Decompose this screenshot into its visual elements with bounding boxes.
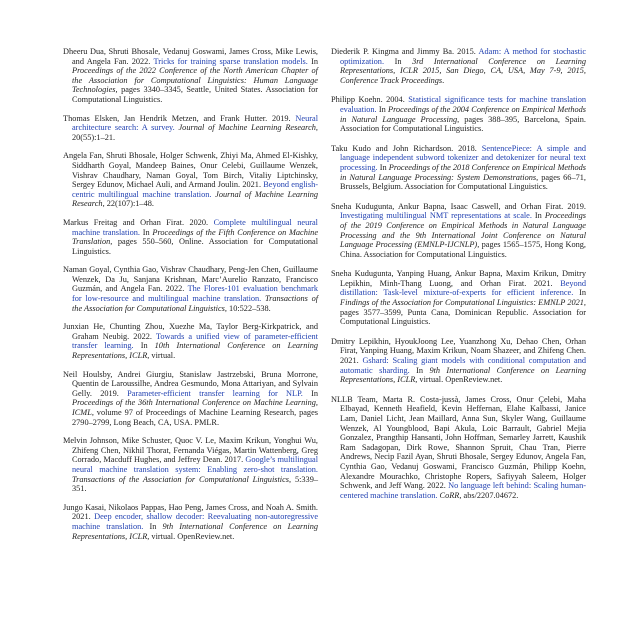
left-column xyxy=(63,47,318,541)
reference-link[interactable]: Complete multilingual neural machine translation. xyxy=(72,217,318,237)
reference-link[interactable]: Investigating multilingual NMT representations at scale. xyxy=(340,211,532,221)
reference-link[interactable]: Beyond english-centric multilingual machine translation. xyxy=(72,180,318,199)
reference-entry: Sneha Kudugunta, Yanping Huang, Ankur Bapna, Maxim Krikun, Dmitry Lepikhin, Minh-Thang Luong, and Orhan Firat. 2021. Beyond distillation: Task-level mixture-of-experts for efficient inference. In Findings of the Association for Computational Linguistics: EMNLP 2021, pages 3577–3599, Punta Cana, Dominican Republic. Association for Computational Linguistics. xyxy=(331,269,586,327)
reference-link[interactable]: Google’s multilingual neural machine translation system: Enabling zero-shot translation. xyxy=(72,455,319,474)
reference-link[interactable]: Adam: A method for stochastic optimization. xyxy=(340,47,587,66)
reference-entry: Neil Houlsby, Andrei Giurgiu, Stanislaw Jastrzebski, Bruna Morrone, Quentin de Laroussilhe, Andrea Gesmundo, Mona Attariyan, and Sylvain Gelly. 2019. Parameter-efficient transfer learning for NLP. In Proceedings of the 36th International Conference on Machine Learning, ICML, volume 97 of Proceedings of Machine Learning Research, pages 2790–2799, Long Beach, CA, USA. PMLR. xyxy=(63,369,319,427)
reference-link[interactable]: Tricks for training sparse translation models. xyxy=(153,56,308,66)
reference-entry: Sneha Kudugunta, Ankur Bapna, Isaac Caswell, and Orhan Firat. 2019. Investigating multilingual NMT representations at scale. In Proceedings of the 2019 Conference on Empirical Methods in Natural Language Processing and the 9th International Joint Conference on Natural Language Processing (EMNLP-IJCNLP), pages 1565–1575, Hong Kong, China. Association for Computational Linguistics. xyxy=(331,201,586,259)
reference-entry: Thomas Elsken, Jan Hendrik Metzen, and Frank Hutter. 2019. Neural architecture search: A survey. Journal of Machine Learning Research, 20(55):1–21. xyxy=(63,113,318,142)
reference-entry: Taku Kudo and John Richardson. 2018. SentencePiece: A simple and language independent subword tokenizer and detokenizer for neural text processing. In Proceedings of the 2018 Conference on Empirical Methods in Natural Language Processing: System Demonstrations, pages 66–71, Brussels, Belgium. Association for Computational Linguistics. xyxy=(331,143,587,192)
reference-link[interactable]: The Flores-101 evaluation benchmark for low-resource and multilingual machine translation. xyxy=(72,284,318,304)
reference-link[interactable]: Neural architecture search: A survey. xyxy=(72,113,318,133)
reference-link[interactable]: Gshard: Scaling giant models with conditional computation and automatic sharding. xyxy=(340,356,587,375)
reference-entry: Angela Fan, Shruti Bhosale, Holger Schwenk, Zhiyi Ma, Ahmed El-Kishky, Siddharth Goyal, Mandeep Baines, Onur Celebi, Guillaume Wenzek, Vishrav Chaudhary, Naman Goyal, Tom Birch, Vitaliy Liptchinsky, Sergey Edunov, Michael Auli, and Armand Joulin. 2021. Beyond english-centric multilingual machine translation. Journal of Machine Learning Research, 22(107):1–48. xyxy=(63,151,318,209)
reference-entry: Diederik P. Kingma and Jimmy Ba. 2015. Adam: A method for stochastic optimization. In 3rd International Conference on Learning Representations, ICLR 2015, San Diego, CA, USA, May 7-9, 2015, Conference Track Proceedings. xyxy=(331,47,587,85)
reference-entry: Markus Freitag and Orhan Firat. 2020. Complete multilingual neural machine translation. In Proceedings of the Fifth Conference on Machine Translation, pages 550–560, Online. Association for Computational Linguistics. xyxy=(63,217,318,256)
reference-entry: NLLB Team, Marta R. Costa-jussà, James Cross, Onur Çelebi, Maha Elbayad, Kenneth Heafield, Kevin Heffernan, Elahe Kalbassi, Janice Lam, Daniel Licht, Jean Maillard, Anna Sun, Skyler Wang, Guillaume Wenzek, Al Youngblood, Bapi Akula, Loic Barrault, Gabriel Mejia Gonzalez, Prangthip Hansanti, John Hoffman, Semarley Jarrett, Kaushik Ram Sadagopan, Dirk Rowe, Shannon Spruit, Chau Tran, Pierre Andrews, Necip Fazil Ayan, Shruti Bhosale, Sergey Edunov, Angela Fan, Cynthia Gao, Vedanuj Goswami, Francisco Guzmán, Philipp Koehn, Alexandre Mourachko, Christophe Ropers, Safiyyah Saleem, Holger Schwenk, and Jeff Wang. 2022. No language left behind: Scaling human-centered machine translation. CoRR, abs/2207.04672. xyxy=(331,394,586,500)
reference-link[interactable]: Statistical significance tests for machine translation evaluation. xyxy=(340,95,586,114)
reference-link[interactable]: Parameter-efficient transfer learning for NLP. xyxy=(127,388,303,398)
reference-entry: Dmitry Lepikhin, HyoukJoong Lee, Yuanzhong Xu, Dehao Chen, Orhan Firat, Yanping Huang, Maxim Krikun, Noam Shazeer, and Zhifeng Chen. 2021. Gshard: Scaling giant models with conditional computation and automatic sharding. In 9th International Conference on Learning Representations, ICLR, virtual. OpenReview.net. xyxy=(331,336,587,385)
reference-entry: Naman Goyal, Cynthia Gao, Vishrav Chaudhary, Peng-Jen Chen, Guillaume Wenzek, Da Ju, Sanjana Krishnan, Marc’Aurelio Ranzato, Francisco Guzmán, and Angela Fan. 2022. The Flores-101 evaluation benchmark for low-resource and multilingual machine translation. Transactions of the Association for Computational Linguistics, 10:522–538. xyxy=(63,265,319,313)
reference-link[interactable]: Beyond distillation: Task-level mixture-of-experts for efficient inference. xyxy=(340,278,586,298)
reference-entry: Dheeru Dua, Shruti Bhosale, Vedanuj Goswami, James Cross, Mike Lewis, and Angela Fan. 2022. Tricks for training sparse translation models. In Proceedings of the 2022 Conference of the North American Chapter of the Association for Computational Linguistics: Human Language Technologies, pages 3340–3345, Seattle, United States. Association for Computational Linguistics. xyxy=(63,47,318,104)
reference-link[interactable]: Towards a unified view of parameter-efficient transfer learning. xyxy=(72,331,318,351)
reference-link[interactable]: No language left behind: Scaling human-centered machine translation. xyxy=(340,481,586,500)
reference-entry: Melvin Johnson, Mike Schuster, Quoc V. Le, Maxim Krikun, Yonghui Wu, Zhifeng Chen, Nikhil Thorat, Fernanda Viégas, Martin Wattenberg, Greg Corrado, Macduff Hughes, and Jeffrey Dean. 2017. Google’s multilingual neural machine translation system: Enabling zero-shot translation. Transactions of the Association for Computational Linguistics, 5:339–351. xyxy=(63,436,319,494)
reference-entry: Philipp Koehn. 2004. Statistical significance tests for machine translation evaluation. In Proceedings of the 2004 Conference on Empirical Methods in Natural Language Processing, pages 388–395, Barcelona, Spain. Association for Computational Linguistics. xyxy=(331,95,586,134)
reference-link[interactable]: SentencePiece: A simple and language independent subword tokenizer and detokenizer for neural text processing. xyxy=(340,143,586,172)
reference-entry: Jungo Kasai, Nikolaos Pappas, Hao Peng, James Cross, and Noah A. Smith. 2021. Deep encoder, shallow decoder: Reevaluating non-autoregressive machine translation. In 9th International Conference on Learning Representations, ICLR, virtual. OpenReview.net. xyxy=(63,502,319,541)
right-column xyxy=(331,47,586,500)
reference-link[interactable]: Deep encoder, shallow decoder: Reevaluating non-autoregressive machine translation. xyxy=(72,512,318,531)
reference-entry: Junxian He, Chunting Zhou, Xuezhe Ma, Taylor Berg-Kirkpatrick, and Graham Neubig. 2022. Towards a unified view of parameter-efficient transfer learning. In 10th International Conference on Learning Representations, ICLR, virtual. xyxy=(63,322,319,361)
